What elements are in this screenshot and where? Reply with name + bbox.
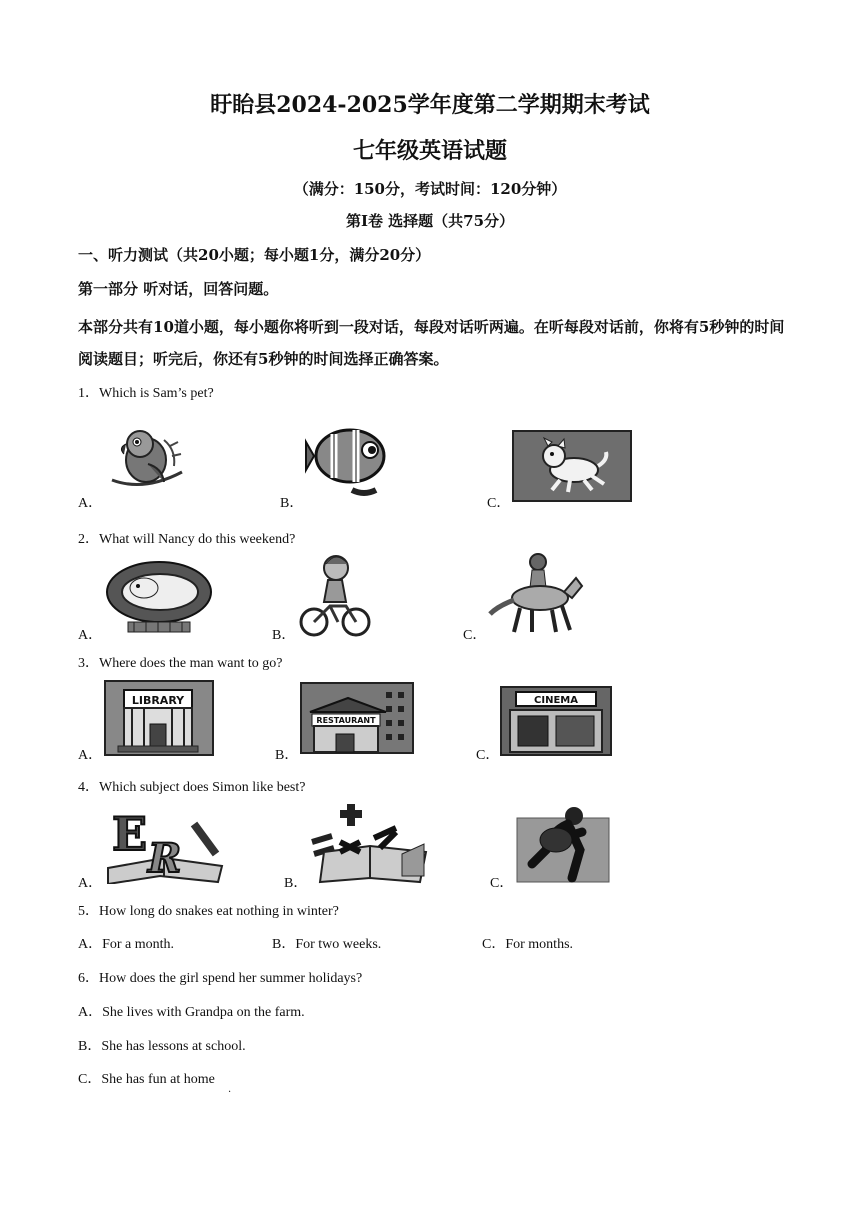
restaurant-sign: RESTAURANT — [316, 716, 376, 725]
q1-option-c-label: C． — [487, 496, 511, 511]
exam-info: （满分：150分，考试时间：120分钟） — [293, 180, 567, 198]
q3-option-c-label: C． — [476, 748, 500, 763]
letter-r: R — [148, 835, 182, 882]
exam-subtitle: 七年级英语试题 — [352, 138, 507, 164]
question-1: 1．Which is Sam’s pet? — [78, 386, 214, 401]
parrot-icon — [104, 420, 188, 502]
q2-option-a-label: A． — [78, 628, 103, 643]
trailing-mark: . — [228, 1084, 232, 1095]
question-2: 2．What will Nancy do this weekend? — [78, 532, 296, 547]
cycling-girl-icon — [298, 552, 372, 638]
library-icon — [104, 680, 214, 756]
cinema-icon — [500, 686, 612, 756]
english-letters-icon — [104, 802, 224, 884]
dog-icon — [512, 430, 632, 502]
horse-riding-icon — [488, 552, 584, 636]
q2-option-c-label: C． — [463, 628, 487, 643]
question-4: 4．Which subject does Simon like best? — [78, 780, 306, 795]
q4-option-a-label: A． — [78, 876, 103, 891]
football-player-icon — [516, 806, 610, 884]
q6-option-b: B．She has lessons at school. — [78, 1039, 246, 1054]
q2-option-b-label: B． — [272, 628, 296, 643]
q6-option-c: C．She has fun at home — [78, 1072, 215, 1087]
math-book-icon — [310, 802, 430, 884]
q5-option-b: B．For two weeks. — [272, 937, 382, 952]
instructions: 本部分共有10道小题，每小题你将听到一段对话，每段对话听两遍。在听每段对话前，你将有5秒钟的时间阅读题目；听完后，你还有5秒钟的时间选择正确答案。 — [78, 318, 785, 368]
q3-option-a-label: A． — [78, 748, 103, 763]
q3-option-b-label: B． — [275, 748, 299, 763]
letter-e: E — [112, 807, 148, 861]
cinema-sign: CINEMA — [534, 695, 578, 706]
exam-title: 盱眙县2024-2025学年度第二学期期末考试 — [210, 92, 650, 118]
question-3: 3．Where does the man want to go? — [78, 656, 283, 671]
fish-icon — [304, 416, 396, 502]
volume-heading: 第Ⅰ卷 选择题（共75分） — [345, 212, 515, 230]
q1-option-a-label: A． — [78, 496, 103, 511]
question-6: 6．How does the girl spend her summer holidays? — [78, 971, 363, 986]
q5-option-a: A．For a month. — [78, 937, 175, 952]
question-5: 5．How long do snakes eat nothing in winter? — [78, 904, 339, 919]
library-sign: LIBRARY — [131, 694, 185, 707]
part-heading: 第一部分 听对话，回答问题。 — [78, 280, 279, 298]
guinea-pig-icon — [104, 558, 214, 636]
q4-option-c-label: C． — [490, 876, 514, 891]
q4-option-b-label: B． — [284, 876, 308, 891]
restaurant-icon — [300, 682, 414, 754]
q5-option-c: C．For months. — [482, 937, 574, 952]
q1-option-b-label: B． — [280, 496, 304, 511]
section-heading: 一、听力测试（共20小题；每小题1分，满分20分） — [78, 246, 431, 264]
q6-option-a: A．She lives with Grandpa on the farm. — [78, 1005, 305, 1020]
